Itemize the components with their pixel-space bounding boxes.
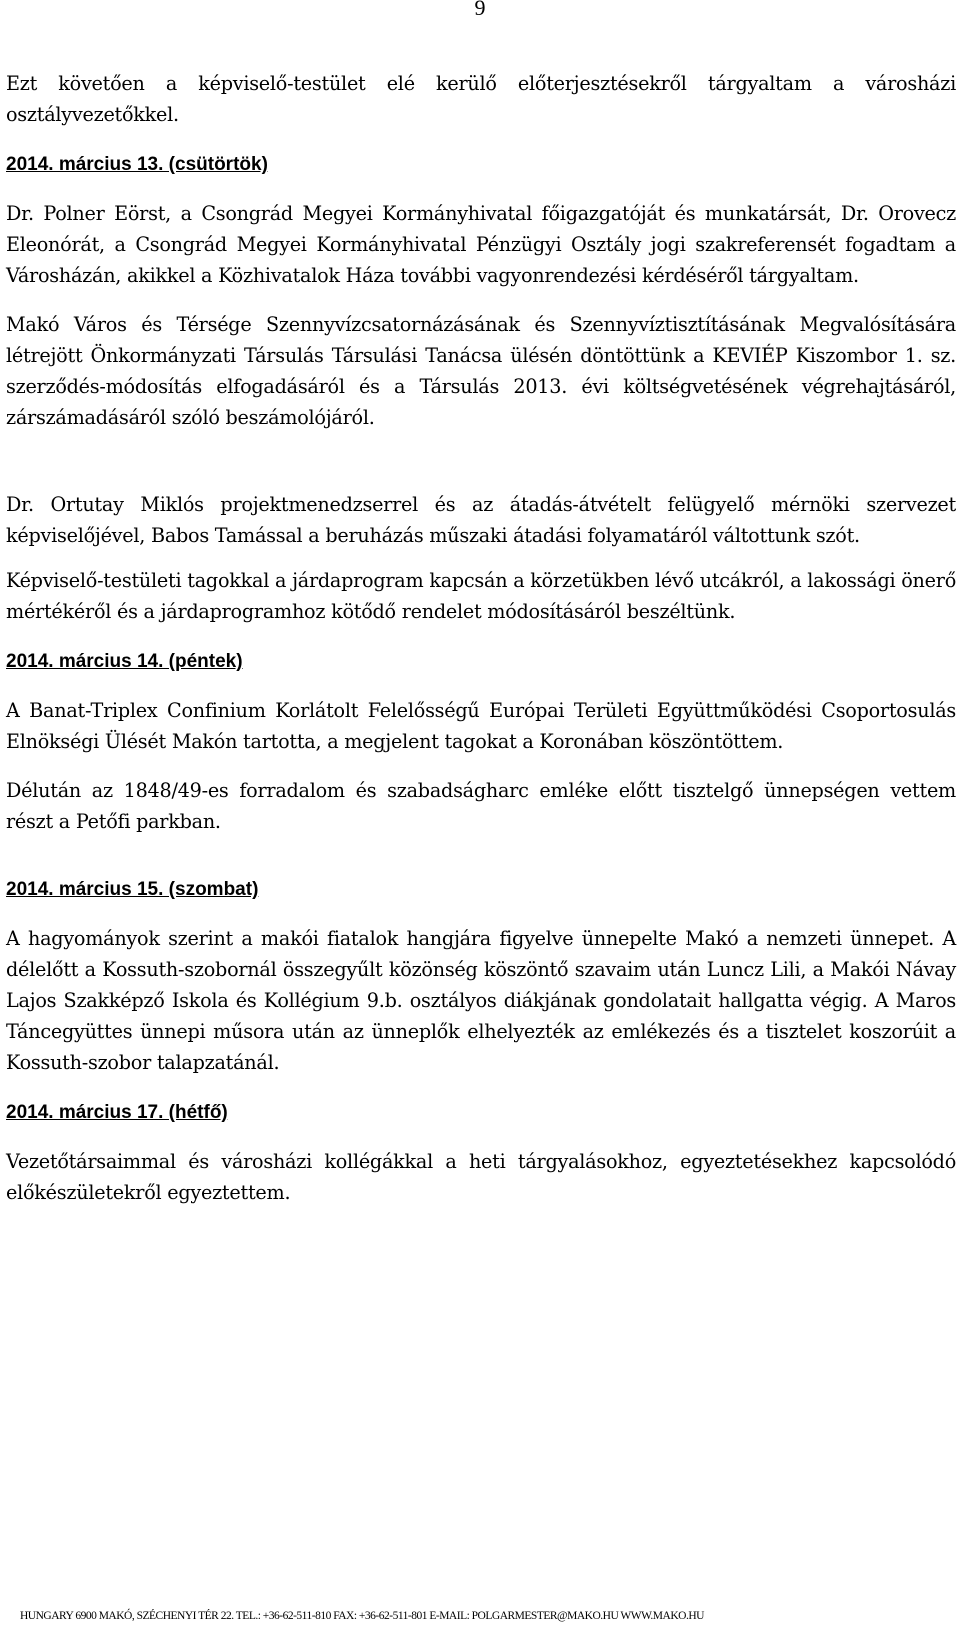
document-body (6, 68, 956, 1208)
footer-contact: HUNGARY 6900 MAKÓ, SZÉCHENYI TÉR 22. TEL.: +36-62-511-810 FAX: +36-62-511-801 E-MAIL: POLGARMESTER@MAKO.HU WWW.MAKO.HU (20, 1610, 704, 1622)
paragraph: A hagyományok szerint a makói fiatalok hangjára figyelve ünnepelte Makó a nemzeti ünnepet. A délelőtt a Kossuth-szobornál összegyűlt közönség köszöntő szavaim után Luncz Lili, a Makói Návay Lajos Szakképző Iskola és Kollégium 9.b. osztályos diákjának gondolatait hallgatta végig. A Maros Táncegyüttes ünnepi műsora után az ünneplők elhelyezték az emlékezés és a tisztelet koszorúit a Kossuth-szobor talapzatánál. (6, 927, 956, 1074)
date-heading-text: 2014. március 17. (hétfő) (6, 1102, 228, 1123)
date-heading (6, 873, 956, 905)
date-heading (6, 645, 956, 677)
date-heading-text: 2014. március 14. (péntek) (6, 651, 243, 672)
paragraph: Képviselő-testületi tagokkal a járdaprogram kapcsán a körzetükben lévő utcákról, a lakossági önerő mértékéről és a járdaprogramhoz kötődő rendelet módosításáról beszéltünk. (6, 569, 956, 623)
paragraph: Makó Város és Térsége Szennyvízcsatornázásának és Szennyvíztisztításának Megvalósítására létrejött Önkormányzati Társulás Társulási Tanácsa ülésén döntöttünk a KEVIÉP Kiszombor 1. sz. szerződés-módosítás elfogadásáról és a Társulás 2013. évi költségvetésének végrehajtásáról, zárszámadásáról szóló beszámolójáról. (6, 313, 956, 429)
page-number: 9 (474, 0, 486, 20)
paragraph: Délután az 1848/49-es forradalom és szabadságharc emléke előtt tisztelgő ünnepségen vettem részt a Petőfi parkban. (6, 779, 956, 833)
paragraph: Ezt követően a képviselő-testület elé kerülő előterjesztésekről tárgyaltam a városházi osztályvezetőkkel. (6, 72, 956, 126)
paragraph: Dr. Ortutay Miklós projektmenedzserrel és az átadás-átvételt felügyelő mérnöki szervezet képviselőjével, Babos Tamással a beruházás műszaki átadási folyamatáról váltottunk szót. (6, 493, 956, 547)
paragraph: A Banat-Triplex Confinium Korlátolt Felelősségű Európai Területi Együttműködési Csoportosulás Elnökségi Ülését Makón tartotta, a megjelent tagokat a Koronában köszöntöttem. (6, 699, 956, 753)
date-heading-text: 2014. március 15. (szombat) (6, 879, 259, 900)
date-heading (6, 148, 956, 180)
paragraph: Vezetőtársaimmal és városházi kollégákkal a heti tárgyalásokhoz, egyeztetésekhez kapcsolódó előkészületekről egyeztettem. (6, 1150, 956, 1204)
date-heading (6, 1096, 956, 1128)
paragraph: Dr. Polner Eörst, a Csongrád Megyei Kormányhivatal főigazgatóját és munkatársát, Dr. Orovecz Eleonórát, a Csongrád Megyei Kormányhivatal Pénzügyi Osztály jogi szakreferensét fogadtam a Városházán, akikkel a Közhivatalok Háza további vagyonrendezési kérdéséről tárgyaltam. (6, 202, 956, 287)
date-heading-text: 2014. március 13. (csütörtök) (6, 154, 268, 175)
